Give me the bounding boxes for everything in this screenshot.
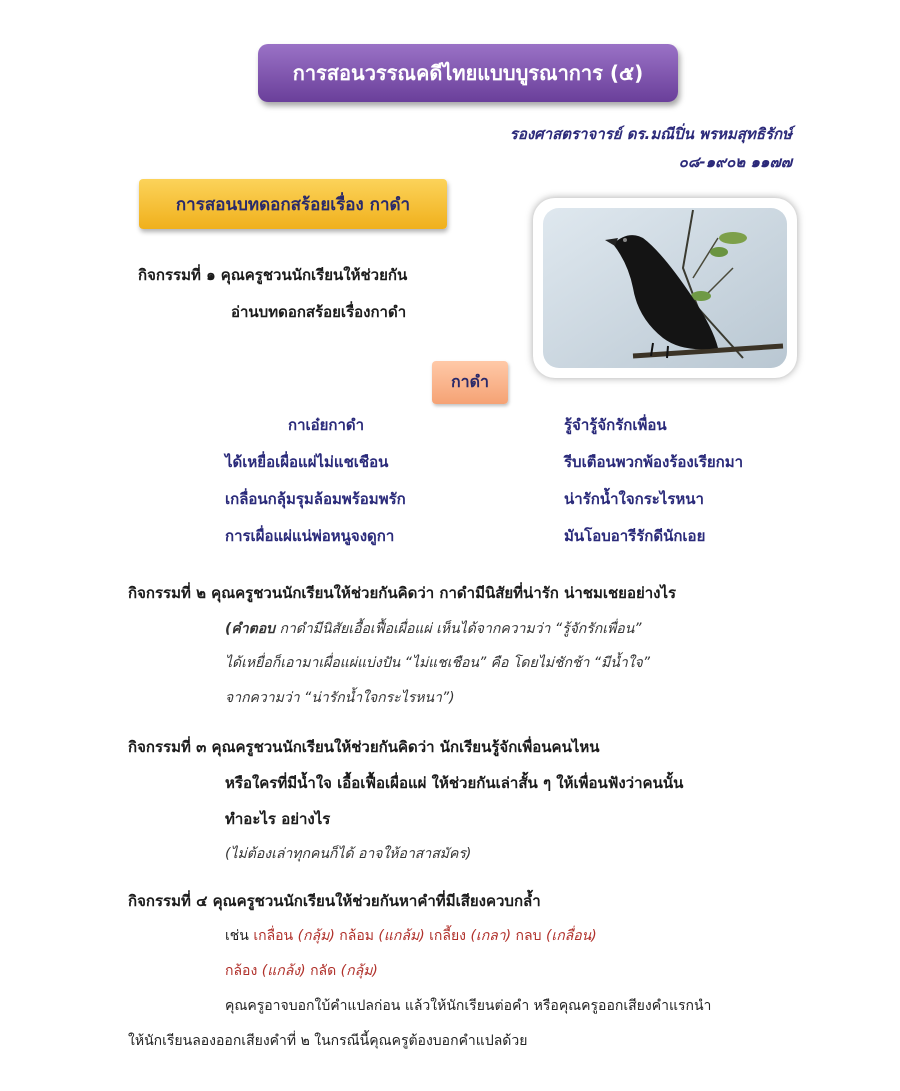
example-word: เกลี้ยง bbox=[429, 928, 466, 944]
poem-left-line: การเผื่อแผ่แน่พ่อหนูจงดูกา bbox=[225, 527, 395, 545]
example-word: เกลื่อน bbox=[253, 928, 294, 944]
example-word: กลัด bbox=[310, 963, 337, 979]
answer-label: (คำตอบ bbox=[225, 621, 276, 637]
example-gloss: (กลุ้ม) bbox=[340, 963, 378, 979]
poem-right-line: รีบเตือนพวกพ้องร้องเรียกมา bbox=[564, 453, 744, 471]
activity2-answer2: ได้เหยื่อก็เอามาเผื่อแผ่แบ่งปัน “ไม่แชเชือน” คือ โดยไม่ชักช้า “มีน้ำใจ” bbox=[225, 655, 650, 671]
crow-photo bbox=[533, 198, 797, 378]
example-prefix: เช่น bbox=[225, 928, 254, 944]
poem-left-line: ได้เหยื่อเผื่อแผ่ไม่แชเชือน bbox=[225, 453, 389, 471]
activity3-line1: กิจกรรมที่ ๓ คุณครูชวนนักเรียนให้ช่วยกันคิดว่า นักเรียนรู้จักเพื่อนคนไหน bbox=[128, 738, 600, 756]
activity1-line2: อ่านบทดอกสร้อยเรื่องกาดำ bbox=[231, 303, 407, 321]
example-word: กลบ bbox=[515, 928, 542, 944]
poem-title: กาดำ bbox=[450, 372, 490, 391]
example-word: กล้อม bbox=[339, 928, 374, 944]
activity2-answer1 bbox=[225, 618, 642, 640]
example-gloss: (แกล้ม) bbox=[378, 928, 425, 944]
activity4-para1: คุณครูอาจบอกใบ้คำแปลก่อน แล้วให้นักเรียนต่อคำ หรือคุณครูออกเสียงคำแรกนำ bbox=[225, 998, 712, 1014]
page-title: การสอนวรรณคดีไทยแบบบูรณาการ (๕) bbox=[292, 61, 644, 85]
example-gloss: (กลุ้ม) bbox=[297, 928, 335, 944]
poem-right-line: มันโอบอารีรักดีนักเอย bbox=[564, 527, 706, 545]
page-title-banner bbox=[258, 44, 678, 102]
activity1-line1: กิจกรรมที่ ๑ คุณครูชวนนักเรียนให้ช่วยกัน bbox=[138, 266, 408, 284]
author-phone: ๐๘-๑๙๐๒ ๑๑๗๗ bbox=[678, 153, 792, 171]
activity3-note: (ไม่ต้องเล่าทุกคนก็ได้ อาจให้อาสาสมัคร) bbox=[225, 846, 472, 862]
activity3-line3: ทำอะไร อย่างไร bbox=[225, 810, 331, 828]
activity2-line1: กิจกรรมที่ ๒ คุณครูชวนนักเรียนให้ช่วยกันคิดว่า กาดำมีนิสัยที่น่ารัก น่าชมเชยอย่างไร bbox=[128, 584, 677, 602]
activity4-line1: กิจกรรมที่ ๔ คุณครูชวนนักเรียนให้ช่วยกันหาคำที่มีเสียงควบกล้ำ bbox=[128, 892, 541, 910]
crow-illustration bbox=[543, 208, 787, 368]
author-name: รองศาสตราจารย์ ดร.มณีปิ่น พรหมสุทธิรักษ์ bbox=[509, 125, 792, 143]
activity3-line2: หรือใครที่มีน้ำใจ เอื้อเฟื้อเผื่อแผ่ ให้ช่วยกันเล่าสั้น ๆ ให้เพื่อนฟังว่าคนนั้น bbox=[225, 774, 684, 792]
activity4-examples-row2 bbox=[225, 960, 378, 982]
activity4-examples-row1 bbox=[225, 925, 597, 947]
poem-left-line: กาเอ๋ยกาดำ bbox=[288, 416, 365, 434]
poem-right-line: รู้จำรู้จักรักเพื่อน bbox=[564, 416, 667, 434]
example-gloss: (เกลื่อน) bbox=[545, 928, 597, 944]
answer-text: กาดำมีนิสัยเอื้อเฟื้อเผื่อแผ่ เห็นได้จากความว่า “รู้จักรักเพื่อน” bbox=[275, 621, 642, 637]
example-gloss: (เกลา) bbox=[470, 928, 512, 944]
poem-title-box bbox=[432, 361, 508, 404]
example-word: กล้อง bbox=[225, 963, 258, 979]
poem-left-line: เกลื่อนกลุ้มรุมล้อมพร้อมพรัก bbox=[225, 490, 406, 508]
lesson-title: การสอนบทดอกสร้อยเรื่อง กาดำ bbox=[175, 194, 411, 215]
lesson-title-banner bbox=[139, 179, 447, 229]
poem-right-line: น่ารักน้ำใจกระไรหนา bbox=[564, 490, 704, 508]
activity4-para2: ให้นักเรียนลองออกเสียงคำที่ ๒ ในกรณีนี้คุณครูต้องบอกคำแปลด้วย bbox=[128, 1033, 528, 1049]
example-gloss: (แกล้ง) bbox=[261, 963, 306, 979]
activity2-answer3: จากความว่า “น่ารักน้ำใจกระไรหนา”) bbox=[225, 690, 455, 706]
